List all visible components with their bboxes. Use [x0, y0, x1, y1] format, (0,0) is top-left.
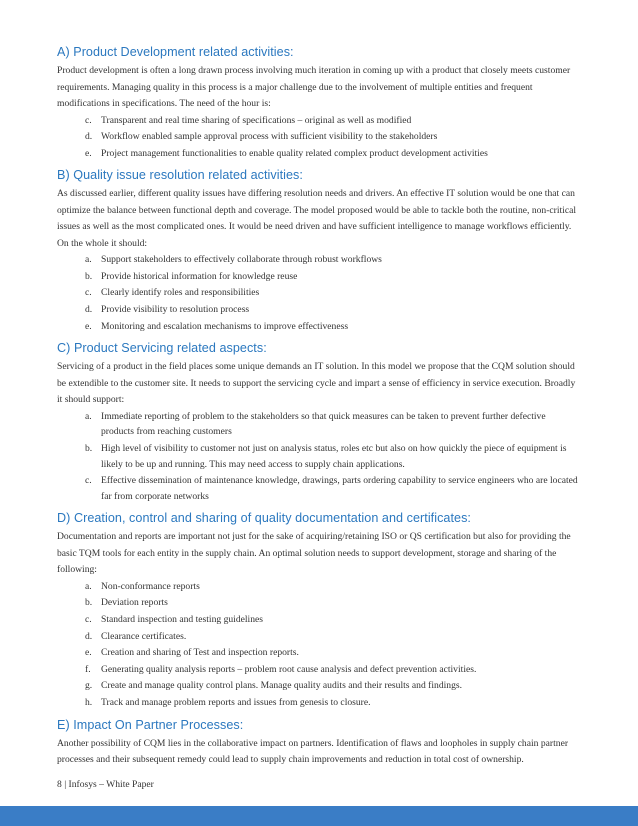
section-list: [57, 252, 580, 334]
list-item-text: Generating quality analysis reports – problem root cause analysis and defect prevention activities.: [101, 663, 477, 675]
list-item: [85, 113, 580, 129]
list-item-text: Track and manage problem reports and issues from genesis to closure.: [101, 696, 371, 708]
list-item-letter: d.: [85, 131, 93, 143]
list-item: [85, 662, 580, 678]
list-item-text: Transparent and real time sharing of specifications – original as well as modified: [101, 114, 412, 126]
section-heading: D) Creation, control and sharing of quality documentation and certificates:: [57, 511, 471, 526]
list-item-letter: e.: [85, 320, 92, 332]
section-heading: B) Quality issue resolution related activities:: [57, 168, 303, 183]
section-paragraph: Product development is often a long drawn process involving much iteration in coming up with a product that closely meets customer requirements. Managing quality in this process is a major challenge due to the involvement of multiple entities and frequent modifications in specifications. The need of the hour is:: [57, 65, 571, 109]
list-item-text: Support stakeholders to effectively collaborate through robust workflows: [101, 254, 382, 266]
list-item: [85, 269, 580, 285]
section-a: [57, 44, 580, 161]
list-item-text: Creation and sharing of Test and inspection reports.: [101, 647, 299, 659]
list-item: [85, 579, 580, 595]
section-list: [57, 409, 580, 505]
section-d: [57, 510, 580, 710]
section-paragraph: Servicing of a product in the field places some unique demands an IT solution. In this model we propose that the CQM solution should be extendible to the customer site. It needs to support the servicing cycle and impart a sense of efficiency in service execution. Broadly it should support:: [57, 361, 576, 406]
list-item-letter: e.: [85, 647, 92, 659]
list-item-text: Deviation reports: [101, 597, 168, 609]
section-heading: C) Product Servicing related aspects:: [57, 341, 267, 356]
list-item: [85, 473, 580, 504]
section-e: [57, 717, 580, 769]
section-heading: E) Impact On Partner Processes:: [57, 717, 244, 732]
list-item-text: Create and manage quality control plans. Manage quality audits and their results and findings.: [101, 680, 463, 692]
list-item-letter: c.: [85, 614, 92, 625]
section-heading: A) Product Development related activities:: [57, 45, 294, 59]
list-item: [85, 146, 580, 162]
section-paragraph: Another possibility of CQM lies in the collaborative impact on partners. Identification of flaws and loopholes in supply chain partner processes and their subsequent remedy could lead to supply chain improvements and reduction in total cost of ownership.: [57, 737, 569, 766]
list-item-text: Monitoring and escalation mechanisms to improve effectiveness: [101, 320, 349, 332]
list-item: [85, 629, 580, 645]
list-item-text: High level of visibility to customer not just on analysis status, roles etc but also on how quickly the piece of equipment is likely to be up and running. This may need access to supply chain applications.: [101, 442, 567, 470]
page-content: [57, 44, 580, 769]
list-item-text: Standard inspection and testing guidelines: [101, 614, 263, 625]
list-item-letter: e.: [85, 147, 92, 159]
list-item-text: Workflow enabled sample approval process with sufficient visibility to the stakeholders: [101, 131, 438, 143]
list-item-text: Immediate reporting of problem to the stakeholders so that quick measures can be taken to prevent further defective products from reaching customers: [101, 410, 546, 438]
list-item-text: Project management functionalities to enable quality related complex product development activities: [101, 147, 488, 159]
list-item-text: Clearance certificates.: [101, 630, 187, 642]
list-item: [85, 612, 580, 628]
list-item-letter: a.: [85, 254, 92, 266]
list-item-letter: d.: [85, 304, 93, 316]
list-item-letter: f.: [85, 663, 91, 675]
list-item-letter: g.: [85, 680, 93, 692]
section-b: [57, 167, 580, 334]
list-item-letter: b.: [85, 442, 93, 454]
list-item-letter: c.: [85, 114, 92, 126]
list-item-letter: a.: [85, 580, 92, 592]
section-paragraph: As discussed earlier, different quality issues have differing resolution needs and drivers. An effective IT solution would be one that can optimize the balance between functional depth and coverage. The model proposed would be able to tackle both the routine, non-critical issues as well as the most complicated ones. It would be need driven and have sufficient intelligence to manage workflows efficiently. On the whole it should:: [57, 188, 577, 249]
footer-bar: [0, 806, 638, 826]
list-item: [85, 645, 580, 661]
list-item-text: Clearly identify roles and responsibilities: [101, 287, 260, 299]
section-list: [57, 113, 580, 162]
list-item-letter: c.: [85, 287, 92, 299]
list-item-text: Provide historical information for knowledge reuse: [101, 270, 298, 282]
list-item-letter: b.: [85, 270, 93, 282]
list-item-text: Effective dissemination of maintenance knowledge, drawings, parts ordering capability to service engineers who are located far from corporate networks: [101, 475, 578, 502]
section-list: [57, 579, 580, 711]
list-item: [85, 129, 580, 145]
list-item: [85, 441, 580, 472]
section-paragraph: Documentation and reports are important not just for the sake of acquiring/retaining ISO or QS certification but also for providing the basic TQM tools for each entity in the supply chain. An optimal solution needs to support development, storage and sharing of the following:: [57, 531, 571, 576]
section-c: [57, 340, 580, 504]
list-item: [85, 678, 580, 694]
list-item: [85, 285, 580, 301]
list-item: [85, 409, 580, 440]
list-item-letter: a.: [85, 410, 92, 422]
page-footer: 8 | Infosys – White Paper: [57, 779, 154, 790]
list-item: [85, 695, 580, 711]
list-item: [85, 302, 580, 318]
list-item-letter: b.: [85, 597, 93, 609]
list-item: [85, 252, 580, 268]
list-item-letter: c.: [85, 475, 92, 487]
list-item-text: Provide visibility to resolution process: [101, 304, 250, 316]
list-item: [85, 319, 580, 335]
list-item-letter: h.: [85, 696, 93, 708]
list-item-letter: d.: [85, 630, 93, 642]
list-item: [85, 595, 580, 611]
list-item-text: Non-conformance reports: [101, 580, 200, 592]
